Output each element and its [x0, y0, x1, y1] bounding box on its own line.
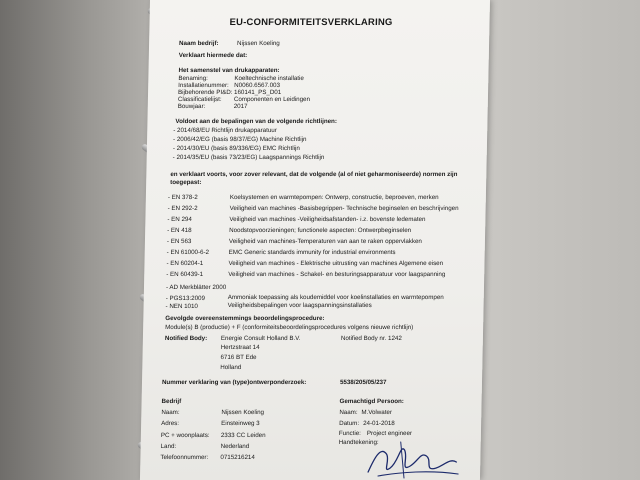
person-field-value: 24-01-2018	[363, 420, 395, 427]
company-field-value: 2333 CC Leiden	[220, 432, 266, 439]
standard-code: - EN 60204-1	[166, 260, 204, 267]
procedure-text: Module(s) B (productie) + F (conformiteitsbeoordelingsprocedures volgens nieuwe richtlijn)	[165, 324, 414, 331]
standards-heading: en verklaart voorts, voor zover relevant, dat de volgende (al of niet geharmoniseerde) normen zijn	[170, 171, 458, 178]
notified-body-line: Holland	[220, 364, 242, 371]
person-field-value: M.Volwater	[361, 409, 393, 416]
person-field-label: Functie:	[338, 430, 362, 437]
company-value: Nijssen Koeling	[237, 40, 280, 47]
declares-text: Verklaart hiermede dat:	[178, 52, 248, 59]
standard-desc: Veiligheid van machines - Elektrische uitrusting van machines Algemene eisen	[228, 260, 444, 267]
company-field-value: Einsteinweg 3	[221, 420, 260, 427]
document-page	[140, 0, 490, 480]
person-field-label: Naam:	[339, 409, 358, 416]
assembly-label: Bouwjaar:	[177, 103, 206, 110]
assembly-label: Installatienummer:	[178, 82, 229, 89]
directive-item: - 2014/35/EU (basis 73/23/EG) Laagspannings Richtlijn	[172, 154, 325, 161]
assembly-heading: Het samenstel van drukapparaten:	[178, 67, 280, 74]
standard-desc: Veiligheid van machines -Veiligheidsafstanden- i.z. bovenste ledematen	[229, 216, 426, 223]
standard-code: - EN 563	[166, 238, 192, 245]
company-field-label: Telefoonnummer:	[160, 454, 209, 461]
person-field-label: Datum:	[339, 420, 360, 427]
standard-desc: Veiligheidsbepalingen voor laagspanningsinstallaties	[227, 302, 372, 309]
standard-code: - EN 378-2	[167, 194, 198, 201]
company-label: Naam bedrijf:	[179, 40, 219, 47]
standard-desc: Koelsystemen en warmtepompen: Ontwerp, constructie, beproeven, merken	[229, 194, 439, 201]
notified-body-line: Energie Consult Holland B.V.	[220, 335, 301, 342]
standard-code: - EN 60439-1	[166, 271, 204, 278]
standard-code: - NEN 1010	[165, 303, 198, 310]
notified-body-number: Notified Body nr. 1242	[340, 335, 402, 342]
standard-code: - EN 292-2	[167, 205, 198, 212]
assembly-label: Bijbehorende PI&D:	[177, 89, 233, 96]
assembly-value: 2017	[233, 103, 248, 110]
assembly-value: Componenten en Leidingen	[233, 96, 311, 103]
directive-item: - 2014/30/EU (basis 89/336/EG) EMC Richtlijn	[172, 145, 300, 152]
standard-code: - EN 61000-6-2	[166, 249, 210, 256]
directive-item: - 2014/68/EU Richtlijn drukapparatuur	[173, 127, 277, 134]
standard-code: - EN 418	[167, 227, 192, 234]
assembly-label: Classificatielijst:	[177, 96, 222, 103]
company-field-label: PC + woonplaats:	[160, 432, 210, 439]
assembly-value: 160141_PS_D01	[233, 89, 282, 96]
standard-code: - PGS13:2009	[165, 295, 206, 302]
company-field-label: Naam:	[161, 409, 180, 416]
standard-desc: Veiligheid van machines - Schakel- en besturingsapparatuur voor laagspanning	[228, 271, 446, 278]
directives-heading: Voldoet aan de bepalingen van de volgende richtlijnen:	[175, 118, 338, 125]
standard-desc: Veiligheid van machines-Temperaturen van aan te raken oppervlakken	[228, 238, 422, 245]
notified-body-line: 6716 BT Ede	[220, 354, 257, 361]
company-section-heading: Bedrijf	[161, 398, 182, 405]
assembly-label: Benaming:	[178, 75, 209, 82]
company-field-value: Nederland	[220, 443, 250, 450]
directive-item: - 2006/42/EG (basis 98/37/EG) Machine Richtlijn	[173, 136, 307, 143]
company-field-label: Land:	[160, 443, 177, 450]
procedure-heading: Gevolgde overeenstemmings beoordelingsprocedure:	[165, 315, 325, 322]
person-field-value: Project engineer	[366, 430, 413, 437]
assembly-value: Koeltechnische installatie	[234, 75, 304, 82]
certificate-label: Nummer verklaring van (type)ontwerponderzoek:	[161, 379, 307, 386]
background-left	[0, 0, 150, 480]
standard-desc: Veiligheid van machines -Basisbegrippen- Technische beginselen en beschrijvingen	[229, 205, 459, 212]
company-field-value: Nijssen Koeling	[221, 409, 265, 416]
standard-desc: Ammoniak toepassing als koudemiddel voor koelinstallaties en warmtepompen	[227, 294, 444, 301]
notified-body-label: Notified Body:	[164, 335, 208, 342]
assembly-value: N0060.6567.003	[234, 82, 281, 89]
person-field-label: Handtekening:	[338, 439, 379, 446]
certificate-value: 5538/205/05/237	[339, 379, 387, 386]
signature-icon	[360, 428, 461, 480]
standard-code: - AD Merkblätter 2000	[165, 284, 227, 291]
authorized-person-heading: Gemachtigd Persoon:	[339, 398, 404, 405]
standards-heading-continued: toegepast:	[170, 179, 202, 186]
company-field-label: Adres:	[161, 420, 180, 427]
background-right	[480, 0, 640, 480]
company-field-value: 0715216214	[220, 454, 255, 461]
standard-desc: Noodstopvoorzieningen; functionele aspecten: Ontwerpbeginselen	[229, 227, 412, 234]
standard-code: - EN 294	[167, 216, 192, 223]
notified-body-line: Hertzstraat 14	[220, 344, 260, 351]
document-title: EU-CONFORMITEITSVERKLARING	[229, 17, 393, 28]
standard-desc: EMC Generic standards immunity for industrial environments	[228, 249, 396, 256]
